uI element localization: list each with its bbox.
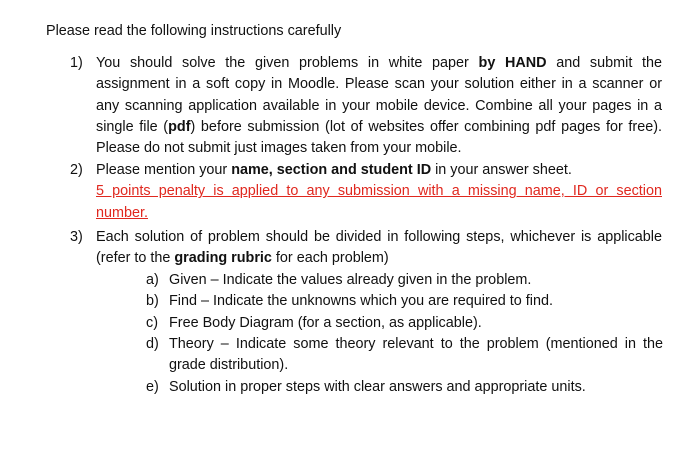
sub-item-text: Find – Indicate the unknowns which you are required to find. [169,293,553,309]
sub-item-text-continued: grade distribution). [169,357,289,374]
item-text: and submit the assignment in a soft copy in Moodle. Please scan your solution either in a scanner or any scanning application available in your mobile device. Combine all your pages in a single file ( [96,55,662,135]
item-line [96,160,662,181]
item-text: ) before submission (lot of websites offer combining pdf pages for free). Please do not submit just images taken from your mobile. [96,118,662,157]
sub-item-letter: e) [146,379,159,395]
item-bold-text: pdf [168,118,191,135]
instruction-item-3 [70,227,662,270]
sub-item-letter: c) [146,315,158,331]
sub-item-letter: a) [146,272,159,288]
sub-item-letter: d) [146,336,159,352]
item-line [96,248,662,269]
item-text: Please mention your [96,162,232,178]
instructions-heading: Please read the following instructions carefully [46,23,342,39]
penalty-notice-end: number. [96,204,148,221]
item-text: in your answer sheet. [431,162,572,178]
sub-item-d [146,334,663,377]
sub-item-text: Theory – Indicate some theory relevant to the problem (mentioned in the [169,336,663,352]
item-bold-text: name, section and student ID [231,162,432,178]
sub-item-a [146,270,663,291]
item-text: Each solution of problem should be divided in following steps, whichever is applicable [96,229,662,245]
sub-item-b [146,291,663,312]
item-number: 2) [70,162,83,178]
sub-item-c [146,313,663,334]
sub-item-letter: b) [146,293,159,309]
item-number: 1) [70,55,83,71]
sub-item-e [146,377,663,398]
penalty-notice: 5 points penalty is applied to any submission with a missing name, ID or section [96,183,662,200]
sub-item-text: Free Body Diagram (for a section, as applicable). [169,315,482,331]
item-text: (refer to the [96,250,175,267]
instruction-item-1 [70,53,662,159]
item-bold-text: grading rubric [174,250,272,267]
item-text: You should solve the given problems in white paper [96,55,479,71]
sub-item-text: Solution in proper steps with clear answers and appropriate units. [169,379,586,395]
item-number: 3) [70,229,83,245]
item-bold-text: by HAND [478,55,547,71]
instruction-item-2 [70,160,662,224]
item-text: for each problem) [271,250,389,267]
sub-item-text: Given – Indicate the values already given in the problem. [169,272,532,288]
